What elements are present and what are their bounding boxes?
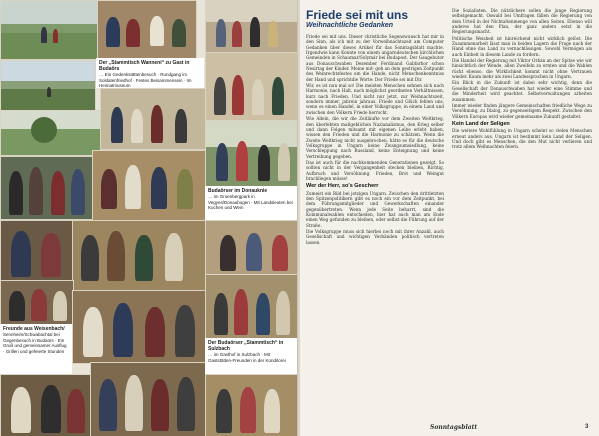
photo-old-friends: [0, 374, 92, 436]
caption-2-title: Budaörser im Donauknie: [208, 188, 268, 194]
photo-page: [0, 0, 298, 436]
photo-outdoor-gathering: [205, 120, 298, 188]
paragraph: Wir, es ist nun mal so! Die meisten Menschen sehnen sich nach Harmonie, nach Halt, nach möglichst geordneten Verhältnissen, kurz nach Frieden. Und nicht nur jetzt, zur Weihnachtszeit, sondern immer, jahrein jahraus. Friede und Glück fehlen uns, wenn es einen Handel, in einer Volksgruppe, in einem Land und zwischen den Völkern Friede herrscht.: [306, 83, 444, 115]
photo-crowd-outdoor: [205, 0, 298, 54]
photo-group-indoor: [205, 274, 298, 340]
photo-konditorei: [205, 374, 298, 436]
section-heading: Kein Land der Seligen: [452, 120, 510, 127]
caption-1: [96, 58, 204, 88]
article-subtitle: Weihnachtliche Gedanken: [306, 22, 394, 29]
photo-hall-seated: [0, 280, 74, 326]
article-column-1: [306, 34, 444, 420]
photo-toast: [72, 290, 206, 364]
photo-people-standing: [100, 88, 206, 150]
paragraph: Das ist auch für die nachkommenden Generationen gezeigt. So sollten nicht in der Vergangenheit stecken bleiben, Richtig. Aufbruch und Versöhnung. Frieden, Brot und Weingut brachliegen müsse!: [306, 159, 444, 181]
paragraph: Die Volksgruppe muss sich hierbei noch mit ihrer Anzahl, auch Gesellschaft und wichtigen Verbänden politisch vertreten lassen.: [306, 229, 444, 245]
paragraph: Immer wieder finden jüngere Gemeinschaften friedliche Wege zu Versöhnung, zu Dialog, zu gegenseitigem Respekt. Zwischen den Völkern Europas wird wieder gemeinsame Zukunft gestaltet.: [452, 102, 592, 119]
caption-3-text: Sennheim/Schwabachtal bei Gegenbesuch in Budaörs · Ein Gruß und gemeinsamer Ausflug · Grillen und gefeierte Stunden: [3, 332, 67, 354]
paragraph: Die Handel der Regierung mit Viktor Orbán an der Spitze wie wir hinsichtlich der Wende, allen Zweifeln zu ernten und die Wahlen rückt ebenso, die Wirklichkeit kommt nicht ohne Vertrauen wieder. Kaum mehr als zwei Landessprachen in Ungarn.: [452, 58, 592, 80]
caption-4: [205, 338, 298, 374]
photo-group-seated: [97, 0, 197, 60]
photo-cafe-table: [205, 220, 298, 276]
photo-dinner-guests: [72, 220, 206, 292]
caption-4-title: Der Budaörser „Stammtisch“ in Sulzbach: [208, 340, 284, 352]
page-number: 3: [585, 424, 589, 430]
article-title: Friede sei mit uns: [306, 8, 409, 22]
photo-event-hall: [205, 52, 298, 122]
photo-men-group: [0, 156, 94, 220]
photo-garden-walk: [0, 0, 98, 60]
article-column-2: [452, 8, 592, 420]
photo-landscape: [0, 60, 96, 112]
photo-tree-lawn: [0, 110, 102, 156]
caption-2-text: … im Gruenbergpark in Vegyes/Donaubogen · Mit Landsleuten bei Kuchen und Wein: [208, 194, 293, 211]
paragraph: Friede sei mit uns. Dieser christliche Segenswunsch hat mir in den Sinn, als ich mit zu der Vorweihnachtszeit am Computer Gedanken über dieses Artikel für das Sonntagsblatt machte. Irgendwie kann Konnte von einem ungarndeutschen kirchlichen Gemeinden in Schaumar/Solymár bei Budapest. Der Gaugebutor aus Donauschwaben Dezember Ferdinand Gabbirhor schon Nesirtag der Kinder. Meine mit- geh an dem gestrigen Zeitpunkt des Weinrechtsfestes um die Hande, nicht Menschenkenntniss der Hand und sprichtdie Worte: Der Friede sei mit Dir.: [306, 34, 444, 82]
caption-2: [205, 186, 298, 220]
photo-sulzbach-group: [90, 362, 206, 436]
photo-portrait-pair: [0, 220, 74, 282]
caption-1-text: … Ein Gedenkstättenbesuch · Rundgang im Soldatenfriedhof · Festes Beisammensein · Im Heimatmuseum: [99, 72, 192, 89]
paragraph: Ein Blick in die Zukunft ist dabei sehr wichtig, denn die Gesellschaft der Donauschwaben hat wieder eine Stimme und die Minderheit wird geachtet. Selbstverwaltungen arbeiten zusammen.: [452, 80, 592, 102]
caption-3: [0, 324, 72, 374]
paragraph: Zumeist ein Bild bei jetzigen Ungarn. Zwischen den drittletzten den Spitzenpolitikern gibt es noch ein vor dem Zeitpunkt, bei dem Führungsmitglieder und Gewerkschaften einander gegenübertreten. Wenn jede Seite beharrt, sind die Kommunalwahlen entschieden, hier hat auch man am Ende einen Weg gefunden zu bleiben, oder selbst die Führung auf der Straße.: [306, 190, 444, 228]
paragraph: Die weitere Wohlfühlung in Ungarn scheint so vielen Menschen erneut anders aus. Ungarn ist bestimmt kein Land der Seligen. Und doch gibt es Menschen, die den Mut nicht verlieren und trotz allem Weihnachten feiern.: [452, 128, 592, 150]
paragraph: Wie Allein, die wir die Zeitläufte vor dem Zweiten Weltkrieg, den überlebten maßgeblichen Nazianalismus, den Krieg selber und dann Folgen mitsamt mit eigenen Leibe erlebt haben, wissen den Frieden und die Harmonie zu schätzen. Wenn die Zweite Weltkrieg nicht ausgebrochen, hätte es für die deutsche Volksgruppe in Ungarn keine Zwangsumsiedlung, keine Verschleppung nach Russland, keine Enteignung und keine Vertreibung gegeben.: [306, 116, 444, 159]
photo-table-party: [92, 150, 206, 222]
section-heading: Wer der Herr, so's Gescherr: [306, 183, 379, 190]
caption-1-title: Der „Stammtisch Wanneni“ zu Gast in Budaörs: [99, 60, 190, 72]
paragraph: Politische Weisheit ist hinreichend nicht wirklich gelöst. Die Zusammenarbeit lässt man in beiden Lagern die Frage nach der Hand ohne das Land zu vernachlässigen. Sowohl Vermögen als auch Einheit in diesem Lande zu fordern.: [452, 35, 592, 57]
caption-3-title: Freunde aus Weisenbach/: [3, 326, 65, 332]
caption-4-text: … im Gasthof in Sulzbach · Mit Gaststätten-Freunden in der Konditorei: [208, 352, 286, 363]
masthead-footer: Sonntagsblatt: [430, 424, 478, 431]
paragraph: Die Sozialisten. Die nützlichere sollen die junge Regierung selbstgemacht. Oswald bei Umfragen fällen die Regierung von dem Urteil in der Nichtaltenmenge von allen Seiten. Ebenso will anderes hat den Plan, der ganz anders setzt in die Regierungsmacht.: [452, 8, 592, 35]
